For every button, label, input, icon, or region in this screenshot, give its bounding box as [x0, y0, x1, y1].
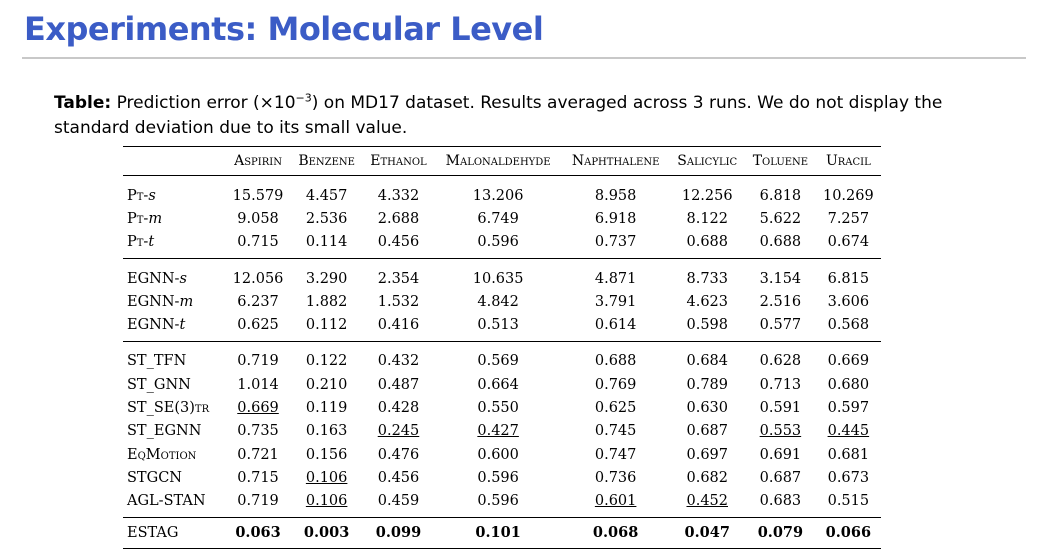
table-row: [123, 231, 881, 259]
value-cell: 0.003: [291, 517, 363, 548]
value-cell: 0.112: [305, 317, 348, 334]
table-row: [123, 396, 881, 419]
value-cell: 0.737: [594, 234, 637, 251]
model-name-cell: STGCN: [127, 469, 182, 486]
value-cell: 0.769: [594, 376, 637, 393]
value-cell: 0.684: [669, 341, 745, 373]
results-table-wrapper: [123, 146, 881, 549]
value-cell: 6.749: [477, 210, 519, 227]
value-cell: 0.591: [759, 400, 802, 417]
header-cell-aspirin: Aspirin: [234, 153, 282, 169]
model-name-cell: EGNN-t: [127, 317, 186, 334]
value-cell: 0.079: [745, 517, 816, 548]
value-cell: 4.842: [477, 293, 519, 310]
value-cell: 7.257: [827, 210, 870, 227]
model-name-cell: Pt-t: [127, 234, 155, 251]
value-cell: 2.536: [305, 210, 348, 227]
value-cell: 0.452: [686, 493, 728, 510]
table-row-final: [123, 517, 881, 548]
table-row: [123, 258, 881, 290]
header-cell-ethanol: Ethanol: [370, 153, 427, 169]
value-cell: 1.014: [237, 376, 279, 393]
value-cell: 0.106: [305, 493, 348, 510]
value-cell: 15.579: [232, 187, 284, 204]
value-cell: 4.457: [305, 187, 348, 204]
value-cell: 0.687: [759, 469, 802, 486]
table-row: [123, 290, 881, 313]
model-name-cell: Pt-s: [127, 187, 156, 204]
header-cell-salicylic: Salicylic: [677, 153, 738, 169]
table-row: [123, 313, 881, 341]
value-cell: 0.550: [477, 400, 519, 417]
value-cell: 6.918: [594, 210, 637, 227]
value-cell: 0.513: [477, 317, 519, 334]
value-cell: 0.456: [377, 234, 420, 251]
value-cell: 0.476: [377, 446, 420, 463]
value-cell: 0.688: [562, 341, 669, 373]
value-cell: 8.733: [669, 258, 745, 290]
value-cell: 0.459: [377, 493, 420, 510]
value-cell: 0.122: [291, 341, 363, 373]
value-cell: 0.687: [686, 423, 728, 440]
table-row: [123, 443, 881, 466]
value-cell: 10.635: [434, 258, 562, 290]
value-cell: 0.047: [669, 517, 745, 548]
table-caption: [54, 91, 974, 141]
header-cell-naphthalene: Naphthalene: [571, 153, 660, 169]
value-cell: 0.119: [305, 400, 348, 417]
value-cell: 2.688: [377, 210, 420, 227]
value-cell: 6.815: [816, 258, 881, 290]
value-cell: 0.713: [759, 376, 802, 393]
value-cell: 0.673: [827, 469, 870, 486]
value-cell: 0.428: [377, 400, 420, 417]
value-cell: 6.237: [237, 293, 279, 310]
value-cell: 0.664: [477, 376, 519, 393]
value-cell: 0.596: [477, 234, 519, 251]
value-cell: 0.245: [377, 423, 420, 440]
model-name-cell: ST_GNN: [127, 376, 191, 393]
table-row: [123, 490, 881, 518]
value-cell: 3.606: [827, 293, 870, 310]
value-cell: 0.628: [745, 341, 816, 373]
value-cell: 0.596: [477, 493, 519, 510]
value-cell: 0.747: [594, 446, 637, 463]
table-row: [123, 207, 881, 230]
value-cell: 0.669: [237, 400, 279, 417]
table-row: [123, 466, 881, 489]
value-cell: 0.416: [377, 317, 420, 334]
value-cell: 0.156: [305, 446, 348, 463]
value-cell: 8.958: [594, 187, 637, 204]
value-cell: 0.674: [827, 234, 870, 251]
value-cell: 3.791: [594, 293, 637, 310]
header-cell-benzene: Benzene: [298, 153, 355, 169]
value-cell: 12.256: [681, 187, 733, 204]
value-cell: 0.445: [827, 423, 870, 440]
value-cell: 0.682: [686, 469, 728, 486]
value-cell: 0.691: [759, 446, 802, 463]
value-cell: 0.625: [594, 400, 637, 417]
value-cell: 0.680: [827, 376, 870, 393]
value-cell: 0.114: [305, 234, 348, 251]
value-cell: 0.063: [225, 517, 290, 548]
value-cell: 2.354: [363, 258, 435, 290]
value-cell: 0.515: [827, 493, 870, 510]
value-cell: 0.106: [305, 469, 348, 486]
value-cell: 0.601: [594, 493, 637, 510]
value-cell: 0.715: [237, 469, 279, 486]
value-cell: 9.058: [237, 210, 279, 227]
value-cell: 0.066: [816, 517, 881, 548]
caption-text-after: ) on MD17 dataset. Results averaged across 3 runs. We do not display the standard deviation due to its small value.: [54, 93, 943, 138]
value-cell: 0.630: [686, 400, 728, 417]
value-cell: 0.735: [237, 423, 279, 440]
value-cell: 0.688: [686, 234, 728, 251]
value-cell: 0.099: [363, 517, 435, 548]
caption-exponent: −3: [295, 91, 312, 105]
value-cell: 0.456: [377, 469, 420, 486]
value-cell: 4.332: [377, 187, 420, 204]
value-cell: 10.269: [822, 187, 874, 204]
value-cell: 0.600: [477, 446, 519, 463]
model-name-cell: EGNN-m: [127, 293, 194, 310]
model-name-cell: Pt-m: [127, 210, 163, 227]
header-cell-model: [123, 147, 225, 176]
title-divider: [22, 57, 1026, 59]
value-cell: 3.154: [745, 258, 816, 290]
value-cell: 0.101: [434, 517, 562, 548]
value-cell: 1.532: [377, 293, 420, 310]
value-cell: 0.598: [686, 317, 728, 334]
value-cell: 1.882: [305, 293, 348, 310]
header-cell-malonaldehyde: Malonaldehyde: [445, 153, 551, 169]
value-cell: 2.516: [759, 293, 802, 310]
value-cell: 0.596: [477, 469, 519, 486]
model-name-cell: ESTAG: [123, 517, 225, 548]
value-cell: 0.210: [305, 376, 348, 393]
value-cell: 0.683: [759, 493, 802, 510]
model-name-cell: ST_TFN: [123, 341, 225, 373]
slide-title: Experiments: Molecular Level: [24, 10, 544, 48]
value-cell: 0.597: [827, 400, 870, 417]
value-cell: 6.818: [759, 187, 802, 204]
value-cell: 0.719: [237, 493, 279, 510]
results-table: [123, 147, 881, 549]
value-cell: 0.163: [305, 423, 348, 440]
table-row: [123, 176, 881, 208]
value-cell: 0.432: [363, 341, 435, 373]
value-cell: 0.736: [594, 469, 637, 486]
value-cell: 0.568: [827, 317, 870, 334]
value-cell: 0.553: [759, 423, 802, 440]
value-cell: 0.789: [686, 376, 728, 393]
value-cell: 4.871: [562, 258, 669, 290]
header-cell-uracil: Uracil: [825, 153, 871, 169]
caption-text-before: Prediction error (×10: [116, 93, 296, 113]
value-cell: 12.056: [225, 258, 290, 290]
table-row: [123, 420, 881, 443]
model-name-cell: AGL-STAN: [127, 493, 206, 510]
header-row: [123, 147, 881, 176]
table-row: [123, 373, 881, 396]
value-cell: 4.623: [686, 293, 728, 310]
value-cell: 0.427: [477, 423, 519, 440]
value-cell: 0.569: [434, 341, 562, 373]
value-cell: 0.688: [759, 234, 802, 251]
value-cell: 0.697: [686, 446, 728, 463]
value-cell: 0.487: [377, 376, 420, 393]
value-cell: 0.068: [562, 517, 669, 548]
value-cell: 0.681: [827, 446, 870, 463]
value-cell: 0.721: [237, 446, 279, 463]
value-cell: 13.206: [472, 187, 524, 204]
value-cell: 5.622: [759, 210, 802, 227]
table-body: [123, 176, 881, 549]
model-name-cell: ST_EGNN: [127, 423, 202, 440]
value-cell: 0.614: [594, 317, 637, 334]
value-cell: 0.719: [225, 341, 290, 373]
value-cell: 8.122: [686, 210, 728, 227]
model-name-cell: EGNN-s: [123, 258, 225, 290]
value-cell: 0.745: [594, 423, 637, 440]
table-row: [123, 341, 881, 373]
value-cell: 0.577: [759, 317, 802, 334]
caption-label: Table:: [54, 93, 112, 113]
value-cell: 0.669: [816, 341, 881, 373]
model-name-cell: ST_SE(3)tr: [127, 400, 210, 417]
value-cell: 0.715: [237, 234, 279, 251]
model-name-cell: EqMotion: [127, 446, 197, 463]
header-cell-toluene: Toluene: [752, 153, 809, 169]
value-cell: 3.290: [291, 258, 363, 290]
value-cell: 0.625: [237, 317, 279, 334]
